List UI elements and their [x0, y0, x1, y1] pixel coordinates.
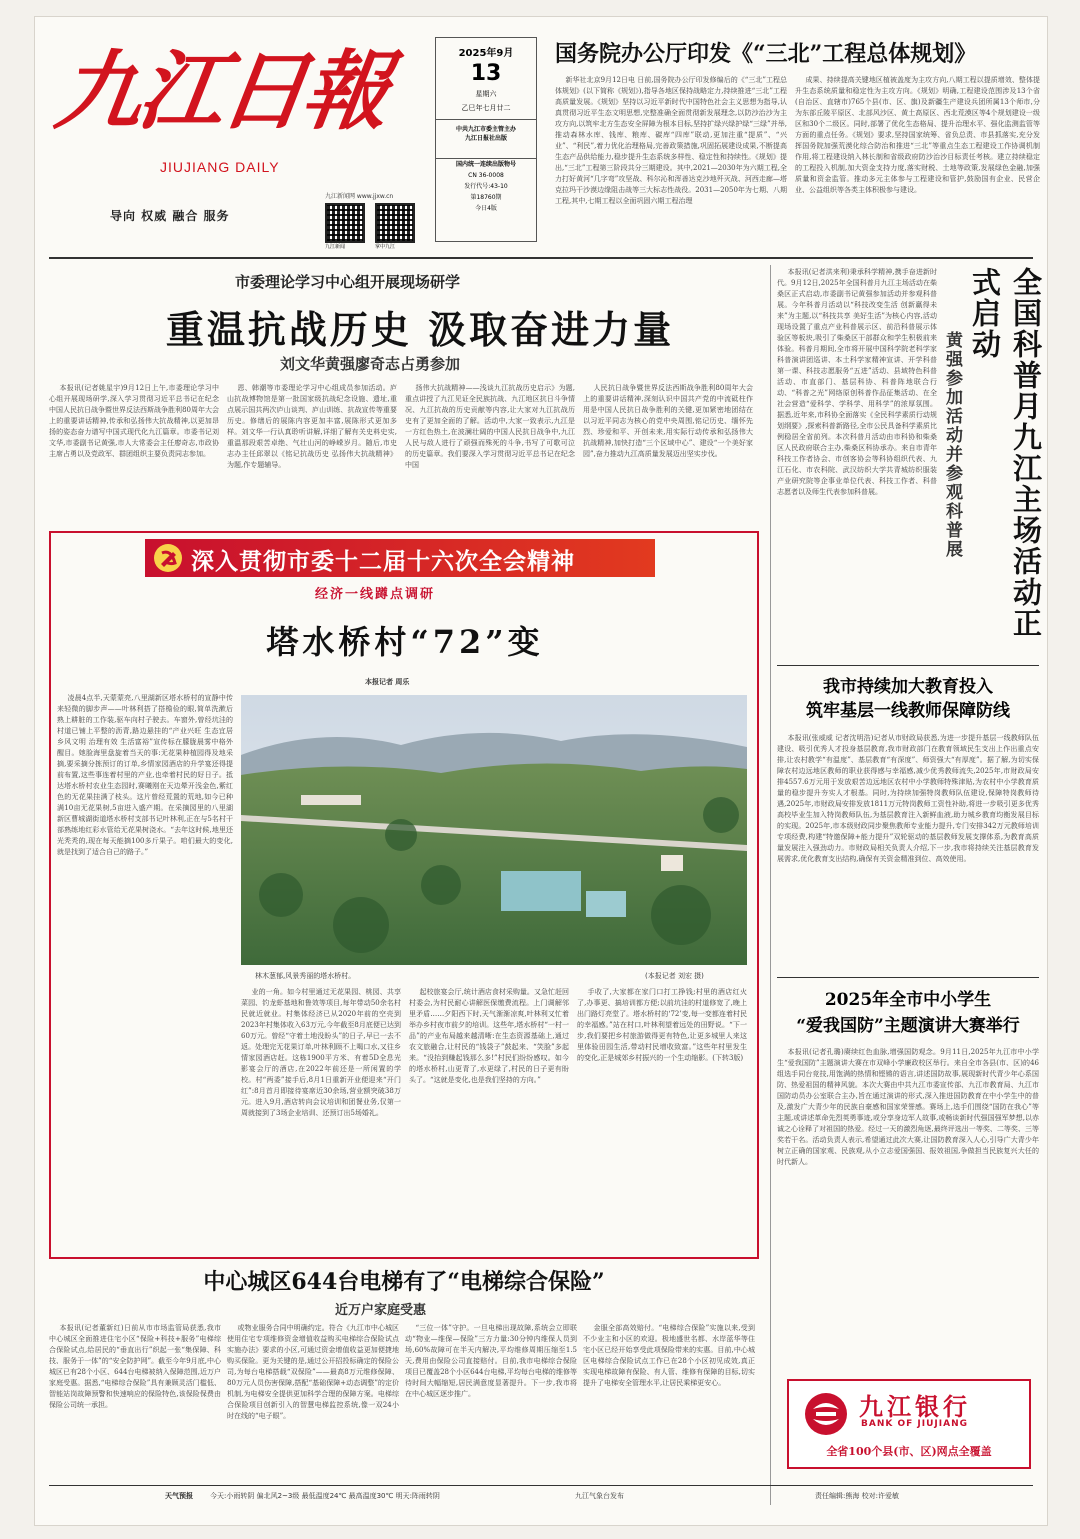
patriotic-headline-1: 2025年全市中小学生 — [824, 990, 992, 1010]
lead-col3: 扬伟大抗战精神——浅谈九江抗战历史启示》为题,重点讲授了九江见证全民族抗战、九江地区抗日斗争情况、九江抗战的历史贡献等内容,让大家对九江抗战历史有了更加全面的了解。活动中,大家一致表示,九江是一方红色热土,在波澜壮阔的中国人民抗日战争中,九江人民与敌人进行了顽强而殊死的斗争,书写了可歌可泣的历史篇章。我们要深入学习贯彻习近平总书记在纪念中国 — [405, 384, 575, 469]
bank-slogan: 全省100个县(市、区)网点全覆盖 — [826, 1445, 992, 1458]
date-day: 13 — [470, 61, 502, 86]
top-story-headline[interactable]: 国务院办公厅印发《“三北”工程总体规划》 — [555, 41, 977, 67]
top-story-body-col2: 成果、持续提高关键地区植被盖度为主攻方向,八期工程以提质增效、整体提升生态系统质量和稳定性为主攻方向。《规划》明确,工程建设范围涉及13个省(自治区、直辖市)765个县(市、区、旗)及新疆生产建设兵团所属13个师市,分为东部丘陵平原区、北部风沙区、黄土高原区、西北荒漠区等4个规划建设一级区和30个二级区。同时,部署了优化生态格局、提升治理水平、强化监测监管等方面的重点任务。《规划》要求,坚持国家统筹、省负总责、市县抓落实,充分发挥国务院加强荒漠化综合防治和推进“三北”等重点生态工程建设工作协调机制作用,将工程建设纳入林长制和省级政府防沙治沙目标责任考核。建立持续稳定的工程投入机制,加大资金支持力度,落实财税、土地等政策,发展绿色金融,加强质量和资金监管。推动多元主体参与工程建设和管护,鼓励国有企业、民营企业、公益组织等各类主体积极参与建设。 — [795, 76, 1040, 194]
newspaper-page — [34, 16, 1048, 1526]
elevator-subhead: 近万户家庭受惠 — [335, 1303, 427, 1318]
elevator-col2: 或物业服务合同中明确约定。符合《九江市中心城区使用住宅专项维修资金增值收益购买电梯综合保险试点实施办法》要求的小区,可通过资金增值收益更加便捷地购买保险。更为关键的是,通过公开招投标确定的保险公司,为每台电梯搭载“双保险”——最高8万元维修保障、80万元人员伤害保障,搭配“基础保障+动态调整”的定价机制,为电梯安全提供更加科学合理的保障方案。电梯综合保险项目创新引入的智慧电梯监控系统,像一双24小时在线的“电子眼”。 — [227, 1324, 399, 1420]
lead-kicker: 市委理论学习中心组开展现场研学 — [235, 273, 461, 291]
page-count: 今日4版 — [475, 205, 497, 212]
issue-box — [435, 159, 537, 242]
photo-caption: 林木葱郁,风景秀丽的塔水桥村。 — [255, 972, 356, 980]
date-lunar: 乙巳年七月廿二 — [461, 104, 511, 112]
publisher: 中共九江市委主管主办 — [436, 119, 536, 133]
qr-code-news[interactable] — [325, 203, 365, 243]
photo-credit: (本报记者 刘宏 摄) — [645, 972, 704, 980]
editors: 责任编辑:熊海 校对:许爱敏 — [815, 1492, 899, 1500]
column-divider — [770, 265, 771, 1505]
elevator-headline[interactable]: 中心城区644台电梯有了“电梯综合保险” — [203, 1269, 605, 1295]
qr-label-news: 九江新闻 — [325, 244, 346, 250]
bank-ad[interactable] — [787, 1379, 1031, 1469]
bank-name-en: BANK OF JIUJIANG — [861, 1419, 968, 1429]
feature-col1: 凌晨4点半,天蒙蒙亮,八里湖新区塔水桥村的宣静中传来轻微的脚步声——叶林利搭了搭檐俭的眼,简单洗漱后熟上耕脏的工作装,驱车向村子驶去。车窗外,曾经坑洼的村道已铺上平整的沥青,路边悬挂的“产业兴旺 生态宜居 乡风文明 治理有效 生活富裕”宣传标在朦胧晨雾中格外醒目。她脸海里盘旋着当天的事:无花果种植园得及地采摘,要采摘分拣预订的订单,乡情家园酒店的升学宴还得提前布置,这些事连着村里的产业,也牵着村民的好日子。抵达塔水桥村农业生态园时,赛曦刚在天边晕开浅金色,紫红色的无花果挂满了枝头。这片曾经荒置的荒地,如今已种满10亩无花果树,5亩进入盛产期。在采摘园里的八里湖新区曹城湖街道塔水桥村支部书记叶林利,正在与5名村干部熟练地红彩水管给无花果树浇水。“去年这时候,地里还光秃秃的,现在每天能摘100多斤果子。咱们最大的变化,就是找到了适合自己的路子。” — [57, 694, 233, 856]
science-month-headline[interactable]: 全国科普月九江主场活动正式启动 — [968, 267, 1043, 639]
feature-col2: 业的一角。如今村里通过无花果园、桃园、共享菜园、钓龙虾基地和鲁效等项目,每年带动50余名村民就近就业。村集体经济已从2020年前的空壳到2023年村集体收入63万元,今年截至8月底便已达到60万元。曾经“守着土地没盼头”的日子,早已一去不返。处理完无花果订单,叶林利顾不上喝口水,又往乡情家园酒店赶。这栋1900平方米、有着5D全息光影宴会厅的酒店,在2022年前还是一所闲置的学校。村“两委”接手后,8月1日重新开业便迎来“开门红”:8月首月即接待宴席近30余场,营业额突破38万元。进入9月,酒店转向会议培训和团餐业务,仅第一周就接到了3场企业培训、还预订出5场婚礼。 — [241, 988, 401, 1117]
cn-number: CN 36-0008 — [468, 172, 504, 179]
elevator-col1: 本报讯(记者董新红)日前从市市场监管局获悉,我市中心城区全面推进住宅小区“保险+科技+服务”电梯综合保险试点,给居民的“垂直出行”织起一张“集保障、科技、服务于一体”的“安全防护网”。截至今年9月底,中心城区已有28个小区、644台电梯被纳入保障范围,近万户家庭受惠。据悉,“电梯综合保险”具有兼顾灵活门槛低、智能站岗故障预警和快速响应的保险特色,该保险保费由保险公司统一承担。 — [49, 1324, 221, 1409]
feature-headline[interactable]: 塔水桥村“72”变 — [266, 623, 544, 661]
date-year-month: 2025年9月 — [458, 48, 514, 59]
divider-top — [49, 257, 1033, 259]
teachers-headline-1: 我市持续加大教育投入 — [823, 677, 993, 697]
elevator-col4: 金服全部高效赔付。“电梯综合保险”实施以来,受到不少业主和小区的欢迎。极地盛世名都、水岸蓝华等住宅小区已经开始享受此项保险带来的实惠。目前,中心城区电梯综合保险试点工作已在28个小区初见成效,真正实现电梯故障有保险、有人管、维修有保障的目标,切实提升了电梯安全管理水平,让居民乘梯更安心。 — [583, 1324, 755, 1387]
weather-label: 天气预报 — [165, 1492, 193, 1500]
date-box — [435, 37, 537, 159]
teachers-body: 本报讯(张威威 记者沈明浩)记者从市财政局获悉,为进一步提升基层一线教师队伍建设、吸引优秀人才投身基层教育,我市财政部门在教育领域民生支出上作出重点安排,让农村教学“有温度”、基层教育“有深度”、师资强大“有厚度”。据了解,为切实保障农村边远地区教师的职业获得感与幸福感,减少优秀教师流失,2025年,市财政局安排4557.6万元用于发放艰苦边远地区农村中小学教师特殊津贴,为农村中小学教育质量的稳步提升夯实人才根基。同时,为持续加强特岗教师队伍建设,保障特岗教师待遇,2025年,市财政局安排发放1811万元特岗教师工资性补助,将进一步吸引更多优秀高校毕业生加入特岗教师队伍,为基层教育注入新鲜血液,助力城乡教育均衡发展目标的实现。2025年,市本级财政同步聚焦教师专业能力提升,专门安排342万元教师培训专项经费,构建“特邀保障+能力提升”双轮驱动的基层教师发展支撑体系,为教育高质量发展注入强劲动力。市财政局相关负责人介绍,下一步,我市将持续关注基层教育发展需求,优化教育支出结构,确保有关资金精准到位、高效使用。 — [777, 734, 1039, 863]
feature-banner-text: 深入贯彻市委十二届十六次全会精神 — [191, 548, 575, 575]
weather-station: 九江气象台发布 — [575, 1492, 624, 1500]
lead-col4: 人民抗日战争暨世界反法西斯战争胜利80周年大会上的重要讲话精神,深刻认识中国共产党的中流砥柱作用是中国人民抗日战争胜利的关键,更加紧密地团结在以习近平同志为核心的党中央周围,铭记历史、缅怀先烈、珍爱和平、开创未来,用实际行动传承和弘扬伟大抗战精神,加快打造“三个区域中心”、建设“一个美好家园”,奋力推动九江高质量发展迈出坚实步伐。 — [583, 384, 753, 458]
masthead-pinyin: JIUJIANG DAILY — [160, 159, 280, 175]
lead-subhead: 刘文华黄强廖奇志占勇参加 — [280, 355, 461, 373]
feature-series: 经济一线蹲点调研 — [315, 587, 436, 602]
qr-label-app: 掌中九江 — [375, 244, 396, 250]
divider-right-2 — [777, 977, 1039, 978]
masthead-slogan: 导向 权威 融合 服务 — [110, 209, 230, 223]
date-weekday: 星期六 — [475, 90, 497, 98]
divider-right-1 — [777, 665, 1039, 666]
science-month-subhead: 黄强参加活动并参观科普展 — [942, 331, 962, 559]
feature-banner — [145, 539, 655, 577]
masthead-title: 九江日報 — [49, 41, 393, 142]
elevator-col3: “三位一体”守护。一旦电梯出现故障,系统会立即联动“物业—维保—保险”三方力量:30分钟内维保人员到场,60%故障可在半天内解决,平均维修周期压缩至1.5天,费用由保险公司直接赔付。目前,我市电梯综合保险项目已覆盖28个小区644台电梯,平均每台电梯的维修等待时间大幅缩短,居民满意度显著提升。下一步,我市将在中心城区逐步推广。 — [405, 1324, 577, 1398]
feature-col3: 起校旅宴会厅,统计酒店食材采购量。又急忙赶回村委会,为村民耐心讲解医保缴费流程。上门调解邻里矛盾……夕阳西下时,天气渐渐凉爽,叶林利又忙着举办乡村夜市前夕的培训。这些年,塔水桥村“一村一品”的产业布局越来越清晰:在生态资源基础上,通过农文旅融合,让村民的“钱袋子”鼓起来、“笑脸”多起来。“没抬到赚起钱那么多!”村民们纷纷感叹。如今的塔水桥村,山更青了,水更绿了,村民的日子更有盼头了。“这就是变化,也是我们坚持的方向。” — [409, 988, 569, 1084]
patriotic-headline-2: “爱我国防”主题演讲大赛举行 — [796, 1016, 1020, 1036]
bank-name-cn: 九江银行 — [859, 1392, 971, 1421]
divider-footer — [49, 1485, 1033, 1486]
party-emblem-icon — [153, 543, 183, 573]
feature-photo — [241, 695, 747, 965]
teachers-headline-2: 筑牢基层一线教师保障防线 — [806, 701, 1010, 721]
feature-byline: 本报记者 周乐 — [365, 678, 410, 686]
top-story-body-col1: 新华社北京9月12日电 日前,国务院办公厅印发修编后的《“三北”工程总体规划》(以下简称《规划》),指导各地区保持战略定力,持续推进“三北”工程高质量发展。《规划》坚持以习近平新时代中国特色社会主义思想为指导,认真贯彻习近平生态文明思想,完整准确全面贯彻新发展理念,以防沙治沙为主攻方向,以筑牢北方生态安全屏障为根本目标,坚持扩绿兴绿护绿“三绿”并举,推动森林水库、钱库、粮库、碳库“四库”联动,更加注重“提质”、“兴业”、“利民”,着力优化治理格局,完善政策措施,巩固拓展建设成果,不断提高生态产品供给能力,稳步提升生态系统多样性、稳定性和持续性。《规划》提出,“三北”工程第三阶段共分三期建设。其中,2021—2030年为六期工程,全力打好黄河“几字弯”攻坚战、科尔沁和浑善达克沙地歼灭战、河西走廊—塔克拉玛干沙漠边缘阻击战等三大标志性战役。2031—2050年为七期、八期工程,其中,七期工程以全面巩固六期工程治理 — [555, 76, 787, 205]
lead-col1: 本报讯(记者姚星宇)9月12日上午,市委理论学习中心组开展现场研学,深入学习贯彻习近平总书记在纪念中国人民抗日战争暨世界反法西斯战争胜利80周年大会上的重要讲话精神,传承和弘扬伟大抗战精神,以更加昂扬的姿态奋力谱写中国式现代化九江篇章。市委书记刘文华,市委副书记黄强,市人大常委会主任廖奇志,市政协主席占勇以及党政军、群团组织主要负责同志参加。 — [49, 384, 219, 458]
patriotic-headline[interactable] — [777, 987, 1039, 1039]
postal-code: 发行代号:43-10 — [464, 183, 508, 190]
weather-forecast: 今天:小雨转阴 偏北风2~3级 最低温度24℃ 最高温度30℃ 明天:阵雨转阴 — [210, 1492, 440, 1500]
science-month-body: 本报讯(记者洪来利)秉承科学精神,携手奋进新时代。9月12日,2025年全国科普月九江主场活动在柴桑区正式启动,市委副书记黄强参加活动并参观科普展。今年科普月活动以“科技改变生活 创新赢得未来”为主题,以“科技共享 美好生活”为核心内容,活动现场设置了重点产业科普展示区、前沿科普展示体验区等板块,吸引了柴桑区干部群众和学生积极前来体验。科普月期间,全市将开展中国科学院老科学家科普演讲团巡讲、本土科学家精神宣讲、开学科普第一课、科技志愿服务“五进”活动、县域特色科普活动、市直部门、基层科协、科普阵地联合行动、“科普之光”网络原创科普作品征集活动、在全社会营造“爱科学、学科学、用科学”的浓厚氛围。据悉,近年来,市科协全面落实《全民科学素质行动规划纲要》,探索科普新路径,全市公民具备科学素质比例稳居全省前列。本次科普月活动由市科协和柴桑区人民政府联合主办,柴桑区科协承办。来自市青年科技工作者协会、市创客协会等科协组织代表、九江石化、市农科院、武汉纺织大学共青城纺织服装产业研究院等企事业单位代表、科技工作者、科普志愿者以及师生代表参加科普展。 — [777, 268, 937, 496]
bank-logo-icon — [803, 1391, 849, 1437]
lead-headline[interactable]: 重温抗战历史 汲取奋进力量 — [165, 307, 675, 352]
publisher2: 九江日报社出版 — [464, 135, 507, 142]
feature-col4: 手收了,大家都在家门口打工挣钱;村里的酒店红火了,办事更、搞培训都方便;以前坑洼的村道修宽了,晚上出门路灯亮堂了。塔水桥村的‘72’变,每一变都连着村民的幸福感。”站在村口,叶林利望着远处的田野说。“下一步,我们要把乡村旅游做得更有特色,让更多城里人来这里体验田园生活,带动村民增收致富。”这些年村里发生的变化,正是城郊乡村振兴的一个生动缩影。(下转3版) — [577, 988, 747, 1062]
lead-col2: 恩、韩潮等市委理论学习中心组成员参加活动。庐山抗战博物馆是第一批国家级抗战纪念设施、遗址,重点展示国共两次庐山谈判、庐山训练、抗战宣传等重要历史。修缮后的展陈内容更加丰富,展陈形式更加多样。刘文华一行认真聆听讲解,详细了解有关史料史实,重温那段艰苦卓绝、气壮山河的峥嵘岁月。随后,市史志办主任邱翠以《铭记抗战历史 弘扬伟大抗战精神》为题,作专题辅导。 — [227, 384, 397, 469]
patriotic-body: 本报讯(记者孔璐)赓续红色血脉,增强国防观念。9月11日,2025年九江市中小学生“爱我国防”主题演讲大赛在市双峰小学廉政校区举行。来自全市各县(市、区)的46组选手同台竞技,用饱满的热情和铿锵的语言,讲述国防故事,展现新时代青少年心系国防、热爱祖国的精神风貌。本次大赛由中共九江市委宣传部、九江市教育局、九江市国防动员办公室联合主办,旨在通过演讲的形式,深入推进国防教育在中小学生中的普及,激发广大青少年的民族自豪感和国家荣誉感。赛场上,选手们围绕“国防在我心”等主题,或讲述革命先烈英勇事迹,或分享身边军人故事,或畅谈新时代强国强军梦想,以赤诚之心诠释了对祖国的热爱。经过一天的激烈角逐,最终评选出一等奖、二等奖、三等奖若干名。活动负责人表示,希望通过此次大赛,让国防教育深入人心,引导广大青少年树立正确的国家观、民族观,从小立志爱国强国、报效祖国,争做担当民族复兴大任的时代新人。 — [777, 1048, 1039, 1166]
issn-label: 国内统一连续出版物号 — [455, 161, 516, 168]
website: 九江新闻网 www.jjxw.cn — [325, 193, 394, 200]
teachers-headline[interactable] — [777, 675, 1039, 723]
qr-code-app[interactable] — [375, 203, 415, 243]
issue-number: 第18760期 — [470, 194, 502, 201]
village-landscape-image — [241, 695, 747, 965]
